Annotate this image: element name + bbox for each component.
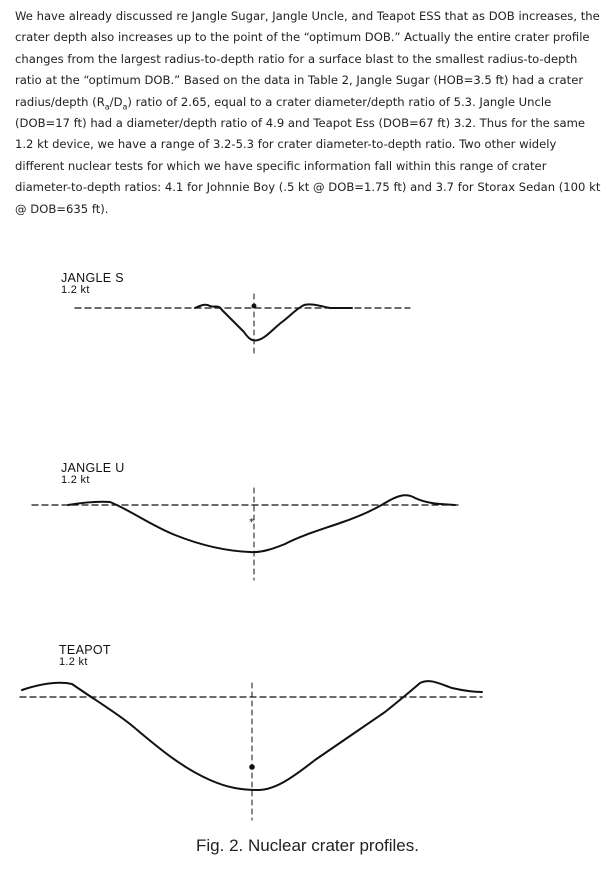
crater-profile-jangle-u (32, 488, 462, 580)
burst-marker-jangle-u: * (249, 517, 254, 528)
figure-caption: Fig. 2. Nuclear crater profiles. (196, 836, 419, 855)
crater-curve-jangle-s (195, 304, 352, 340)
profile-yield: 1.2 kt (61, 474, 90, 486)
paragraph-text-3: ) ratio of 2.65, equal to a crater diameter/depth ratio of 5.3. Jangle Uncle (DOB=17 ft) had a diameter/depth ratio of 4.9 and Teapot Ess (DOB=67 ft) 3.2. Thus for the same 1.2 kt device, we have a range of 3.2-5.3 for crater diameter-to-depth ratio. Two other widely different nuclear tests for which we have specific information fall within this range of crater diameter-to-depth ratios: 4.1 for Johnnie Boy (.5 kt @ DOB=1.75 ft) and 3.7 for Storax Sedan (100 kt @ DOB=635 ft). (15, 94, 601, 216)
profile-yield: 1.2 kt (61, 284, 90, 296)
profile-name: JANGLE U (61, 461, 125, 475)
crater-profile-jangle-s (75, 294, 410, 356)
paragraph-text-1: We have already discussed re Jangle Sugar, Jangle Uncle, and Teapot ESS that as DOB increases, the crater depth also increases up to the point of the “optimum DOB.” Actually the entire crater profile changes from the largest radius-to-depth ratio for a surface blast to the smallest radius-to-depth ratio at the “optimum DOB.” Based on the data in Table 2, Jangle Sugar (HOB=3.5 ft) had a crater radius/depth (R (15, 9, 600, 109)
crater-profile-teapot (20, 681, 482, 820)
subscript-a-1: a (104, 101, 110, 111)
burst-point-jangle-s (252, 304, 256, 308)
profile-name: TEAPOT (59, 643, 111, 657)
paragraph-text-2: /D (109, 94, 123, 109)
profile-yield: 1.2 kt (59, 656, 88, 668)
crater-curve-jangle-u (68, 495, 455, 552)
profile-name: JANGLE S (61, 271, 124, 285)
burst-point-teapot (250, 765, 255, 770)
subscript-a-2: a (122, 101, 128, 111)
